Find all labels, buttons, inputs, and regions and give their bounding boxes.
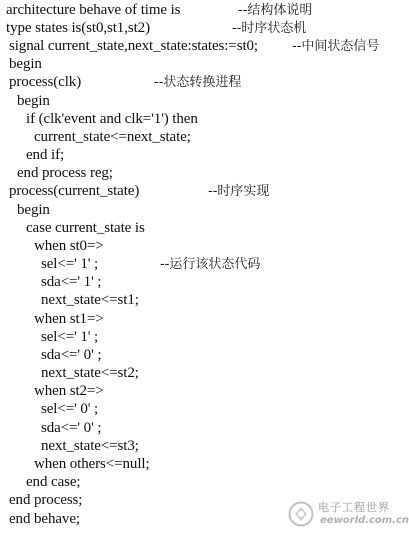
eeworld-logo-icon [288,501,314,527]
code-text: begin [17,93,50,109]
code-text: process(clk) [9,74,82,90]
code-comment: --运行该状态代码 [160,257,261,272]
code-text: end behave; [9,511,80,527]
code-comment: --中间状态信号 [292,39,380,54]
code-text: begin [9,56,42,72]
code-text: architecture behave of time is [6,2,181,18]
code-text: sda<=' 1' ; [41,274,102,290]
code-text: current_state<=next_state; [34,129,191,145]
code-text: when st1=> [34,311,104,327]
eeworld-watermark [288,498,409,532]
code-text: end if; [26,147,65,163]
code-text: case current_state is [26,220,145,236]
code-text: next_state<=st1; [41,292,139,308]
code-comment: --时序状态机 [232,21,307,36]
code-text: begin [17,202,50,218]
code-text: when st2=> [34,383,104,399]
code-text: sel<=' 0' ; [41,401,99,417]
code-text: signal current_state,next_state:states:=st0; [9,38,258,54]
code-text: process(current_state) [9,183,140,199]
code-text: type states is(st0,st1,st2) [6,20,150,36]
code-text: next_state<=st2; [41,365,139,381]
code-text: sel<=' 1' ; [41,256,99,272]
code-text: end process; [9,492,83,508]
code-text: sda<=' 0' ; [41,347,102,363]
code-comment: --状态转换进程 [154,75,242,90]
code-text: when st0=> [34,238,104,254]
code-text: end process reg; [17,165,113,181]
code-text: if (clk'event and clk='1') then [26,111,198,127]
code-comment: --时序实现 [208,184,270,199]
code-text: sel<=' 1' ; [41,329,99,345]
watermark-site-url: eeworld.com.cn [320,515,409,526]
code-text: next_state<=st3; [41,438,139,454]
code-text: when others<=null; [34,456,150,472]
watermark-site-name: 电子工程世界 [318,501,390,514]
code-text: end case; [26,474,81,490]
code-text: sda<=' 0' ; [41,420,102,436]
code-comment: --结构体说明 [238,3,313,18]
